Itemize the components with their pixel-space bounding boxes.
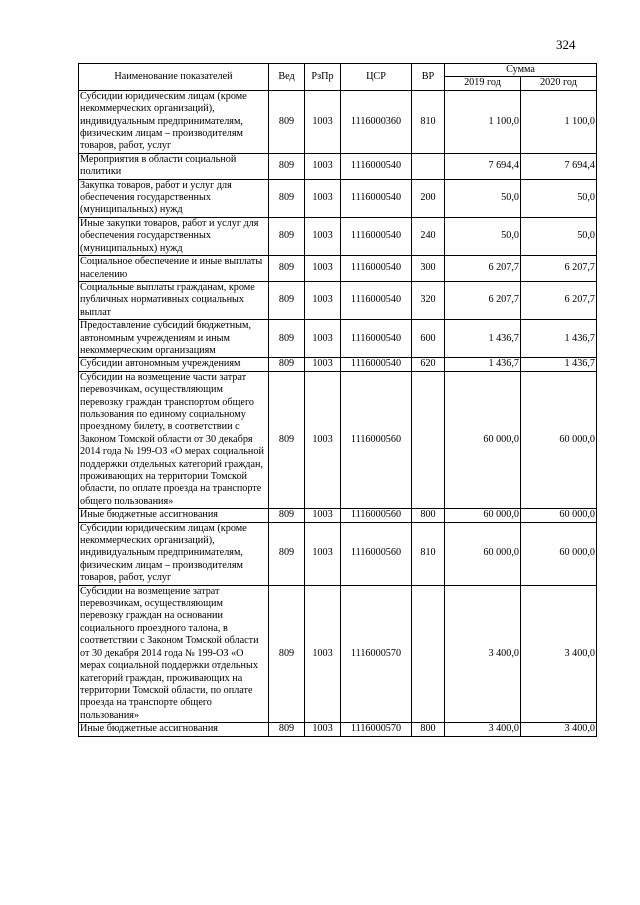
table-row xyxy=(79,217,597,255)
cell-vr xyxy=(412,371,445,508)
cell-vr: 810 xyxy=(412,522,445,585)
cell-rzpr: 1003 xyxy=(305,371,341,508)
cell-name: Субсидии на возмещение затрат перевозчикам, осуществляющим перевозку граждан на основании социального проездного талона, в соответствии с Законом Томской области от 30 декабря 2014 года № 199-ОЗ «О мерах социальной поддержки отдельных категорий граждан, проживающих на территории Томской области, по оплате проезда на транспорте общего пользования» xyxy=(79,585,269,722)
header-vr: ВР xyxy=(412,64,445,91)
cell-2019: 60 000,0 xyxy=(445,522,521,585)
cell-csr: 1116000540 xyxy=(341,320,412,358)
cell-vr xyxy=(412,153,445,179)
cell-2020: 60 000,0 xyxy=(521,522,597,585)
cell-csr: 1116000560 xyxy=(341,509,412,522)
cell-2020: 50,0 xyxy=(521,179,597,217)
table-row xyxy=(79,585,597,722)
cell-name: Предоставление субсидий бюджетным, автономным учреждениям и иным некоммерческим организациям xyxy=(79,320,269,358)
cell-2019: 1 436,7 xyxy=(445,320,521,358)
budget-table xyxy=(78,63,597,737)
cell-2020: 6 207,7 xyxy=(521,256,597,282)
cell-name: Субсидии юридическим лицам (кроме некоммерческих организаций), индивидуальным предпринимателям, физическим лицам – производителям товаров, работ, услуг xyxy=(79,522,269,585)
cell-2019: 50,0 xyxy=(445,217,521,255)
cell-csr: 1116000540 xyxy=(341,153,412,179)
table-row xyxy=(79,358,597,371)
cell-ved: 809 xyxy=(269,256,305,282)
header-sum: Сумма xyxy=(445,64,597,77)
cell-vr: 240 xyxy=(412,217,445,255)
cell-ved: 809 xyxy=(269,585,305,722)
cell-name: Закупка товаров, работ и услуг для обеспечения государственных (муниципальных) нужд xyxy=(79,179,269,217)
cell-vr: 600 xyxy=(412,320,445,358)
header-2020: 2020 год xyxy=(521,77,597,90)
cell-ved: 809 xyxy=(269,90,305,153)
cell-csr: 1116000560 xyxy=(341,522,412,585)
cell-csr: 1116000540 xyxy=(341,358,412,371)
cell-csr: 1116000540 xyxy=(341,179,412,217)
table-row xyxy=(79,509,597,522)
table-row xyxy=(79,179,597,217)
table-row xyxy=(79,320,597,358)
cell-2020: 1 436,7 xyxy=(521,358,597,371)
cell-csr: 1116000540 xyxy=(341,281,412,319)
table-row xyxy=(79,281,597,319)
cell-rzpr: 1003 xyxy=(305,179,341,217)
cell-ved: 809 xyxy=(269,723,305,736)
cell-ved: 809 xyxy=(269,522,305,585)
cell-csr: 1116000540 xyxy=(341,256,412,282)
cell-ved: 809 xyxy=(269,358,305,371)
cell-2020: 6 207,7 xyxy=(521,281,597,319)
table-row xyxy=(79,371,597,508)
cell-name: Мероприятия в области социальной политики xyxy=(79,153,269,179)
cell-2019: 60 000,0 xyxy=(445,371,521,508)
cell-2019: 3 400,0 xyxy=(445,723,521,736)
cell-2020: 1 436,7 xyxy=(521,320,597,358)
cell-csr: 1116000570 xyxy=(341,723,412,736)
cell-ved: 809 xyxy=(269,179,305,217)
page-number: 324 xyxy=(556,37,576,52)
cell-2020: 60 000,0 xyxy=(521,509,597,522)
cell-rzpr: 1003 xyxy=(305,320,341,358)
cell-name: Субсидии автономным учреждениям xyxy=(79,358,269,371)
cell-vr: 810 xyxy=(412,90,445,153)
cell-2019: 1 100,0 xyxy=(445,90,521,153)
cell-2019: 60 000,0 xyxy=(445,509,521,522)
cell-name: Социальное обеспечение и иные выплаты населению xyxy=(79,256,269,282)
cell-ved: 809 xyxy=(269,509,305,522)
cell-rzpr: 1003 xyxy=(305,90,341,153)
cell-rzpr: 1003 xyxy=(305,723,341,736)
table-row xyxy=(79,90,597,153)
cell-rzpr: 1003 xyxy=(305,522,341,585)
header-csr: ЦСР xyxy=(341,64,412,91)
cell-2019: 50,0 xyxy=(445,179,521,217)
header-2019: 2019 год xyxy=(445,77,521,90)
cell-vr: 320 xyxy=(412,281,445,319)
cell-rzpr: 1003 xyxy=(305,509,341,522)
header-rzpr: РзПр xyxy=(305,64,341,91)
cell-vr: 620 xyxy=(412,358,445,371)
header-ved: Вед xyxy=(269,64,305,91)
cell-2020: 50,0 xyxy=(521,217,597,255)
cell-2020: 1 100,0 xyxy=(521,90,597,153)
table-row xyxy=(79,522,597,585)
cell-name: Социальные выплаты гражданам, кроме публичных нормативных социальных выплат xyxy=(79,281,269,319)
cell-2019: 6 207,7 xyxy=(445,281,521,319)
cell-2020: 3 400,0 xyxy=(521,585,597,722)
cell-vr: 800 xyxy=(412,509,445,522)
cell-vr: 800 xyxy=(412,723,445,736)
header-name: Наименование показателей xyxy=(79,64,269,91)
cell-rzpr: 1003 xyxy=(305,358,341,371)
cell-ved: 809 xyxy=(269,217,305,255)
cell-name: Иные закупки товаров, работ и услуг для обеспечения государственных (муниципальных) нужд xyxy=(79,217,269,255)
cell-name: Иные бюджетные ассигнования xyxy=(79,509,269,522)
table-row xyxy=(79,153,597,179)
cell-2019: 7 694,4 xyxy=(445,153,521,179)
cell-name: Субсидии юридическим лицам (кроме некоммерческих организаций), индивидуальным предпринимателям, физическим лицам – производителям товаров, работ, услуг xyxy=(79,90,269,153)
cell-vr: 200 xyxy=(412,179,445,217)
cell-2020: 60 000,0 xyxy=(521,371,597,508)
cell-2019: 6 207,7 xyxy=(445,256,521,282)
cell-ved: 809 xyxy=(269,281,305,319)
cell-2020: 3 400,0 xyxy=(521,723,597,736)
cell-csr: 1116000570 xyxy=(341,585,412,722)
cell-csr: 1116000560 xyxy=(341,371,412,508)
cell-ved: 809 xyxy=(269,371,305,508)
cell-csr: 1116000360 xyxy=(341,90,412,153)
cell-rzpr: 1003 xyxy=(305,281,341,319)
cell-csr: 1116000540 xyxy=(341,217,412,255)
cell-rzpr: 1003 xyxy=(305,153,341,179)
cell-rzpr: 1003 xyxy=(305,585,341,722)
cell-2019: 3 400,0 xyxy=(445,585,521,722)
cell-2020: 7 694,4 xyxy=(521,153,597,179)
cell-rzpr: 1003 xyxy=(305,256,341,282)
table-row xyxy=(79,723,597,736)
cell-ved: 809 xyxy=(269,153,305,179)
cell-2019: 1 436,7 xyxy=(445,358,521,371)
cell-ved: 809 xyxy=(269,320,305,358)
table-row xyxy=(79,256,597,282)
cell-name: Иные бюджетные ассигнования xyxy=(79,723,269,736)
cell-name: Субсидии на возмещение части затрат перевозчикам, осуществляющим перевозку граждан транспортом общего пользования по единому социальному проездному билету, в соответствии с Законом Томской области от 30 декабря 2014 года № 199-ОЗ «О мерах социальной поддержки отдельных категорий граждан, проживающих на территории Томской области, по оплате проезда на транспорте общего пользования» xyxy=(79,371,269,508)
cell-rzpr: 1003 xyxy=(305,217,341,255)
cell-vr: 300 xyxy=(412,256,445,282)
cell-vr xyxy=(412,585,445,722)
